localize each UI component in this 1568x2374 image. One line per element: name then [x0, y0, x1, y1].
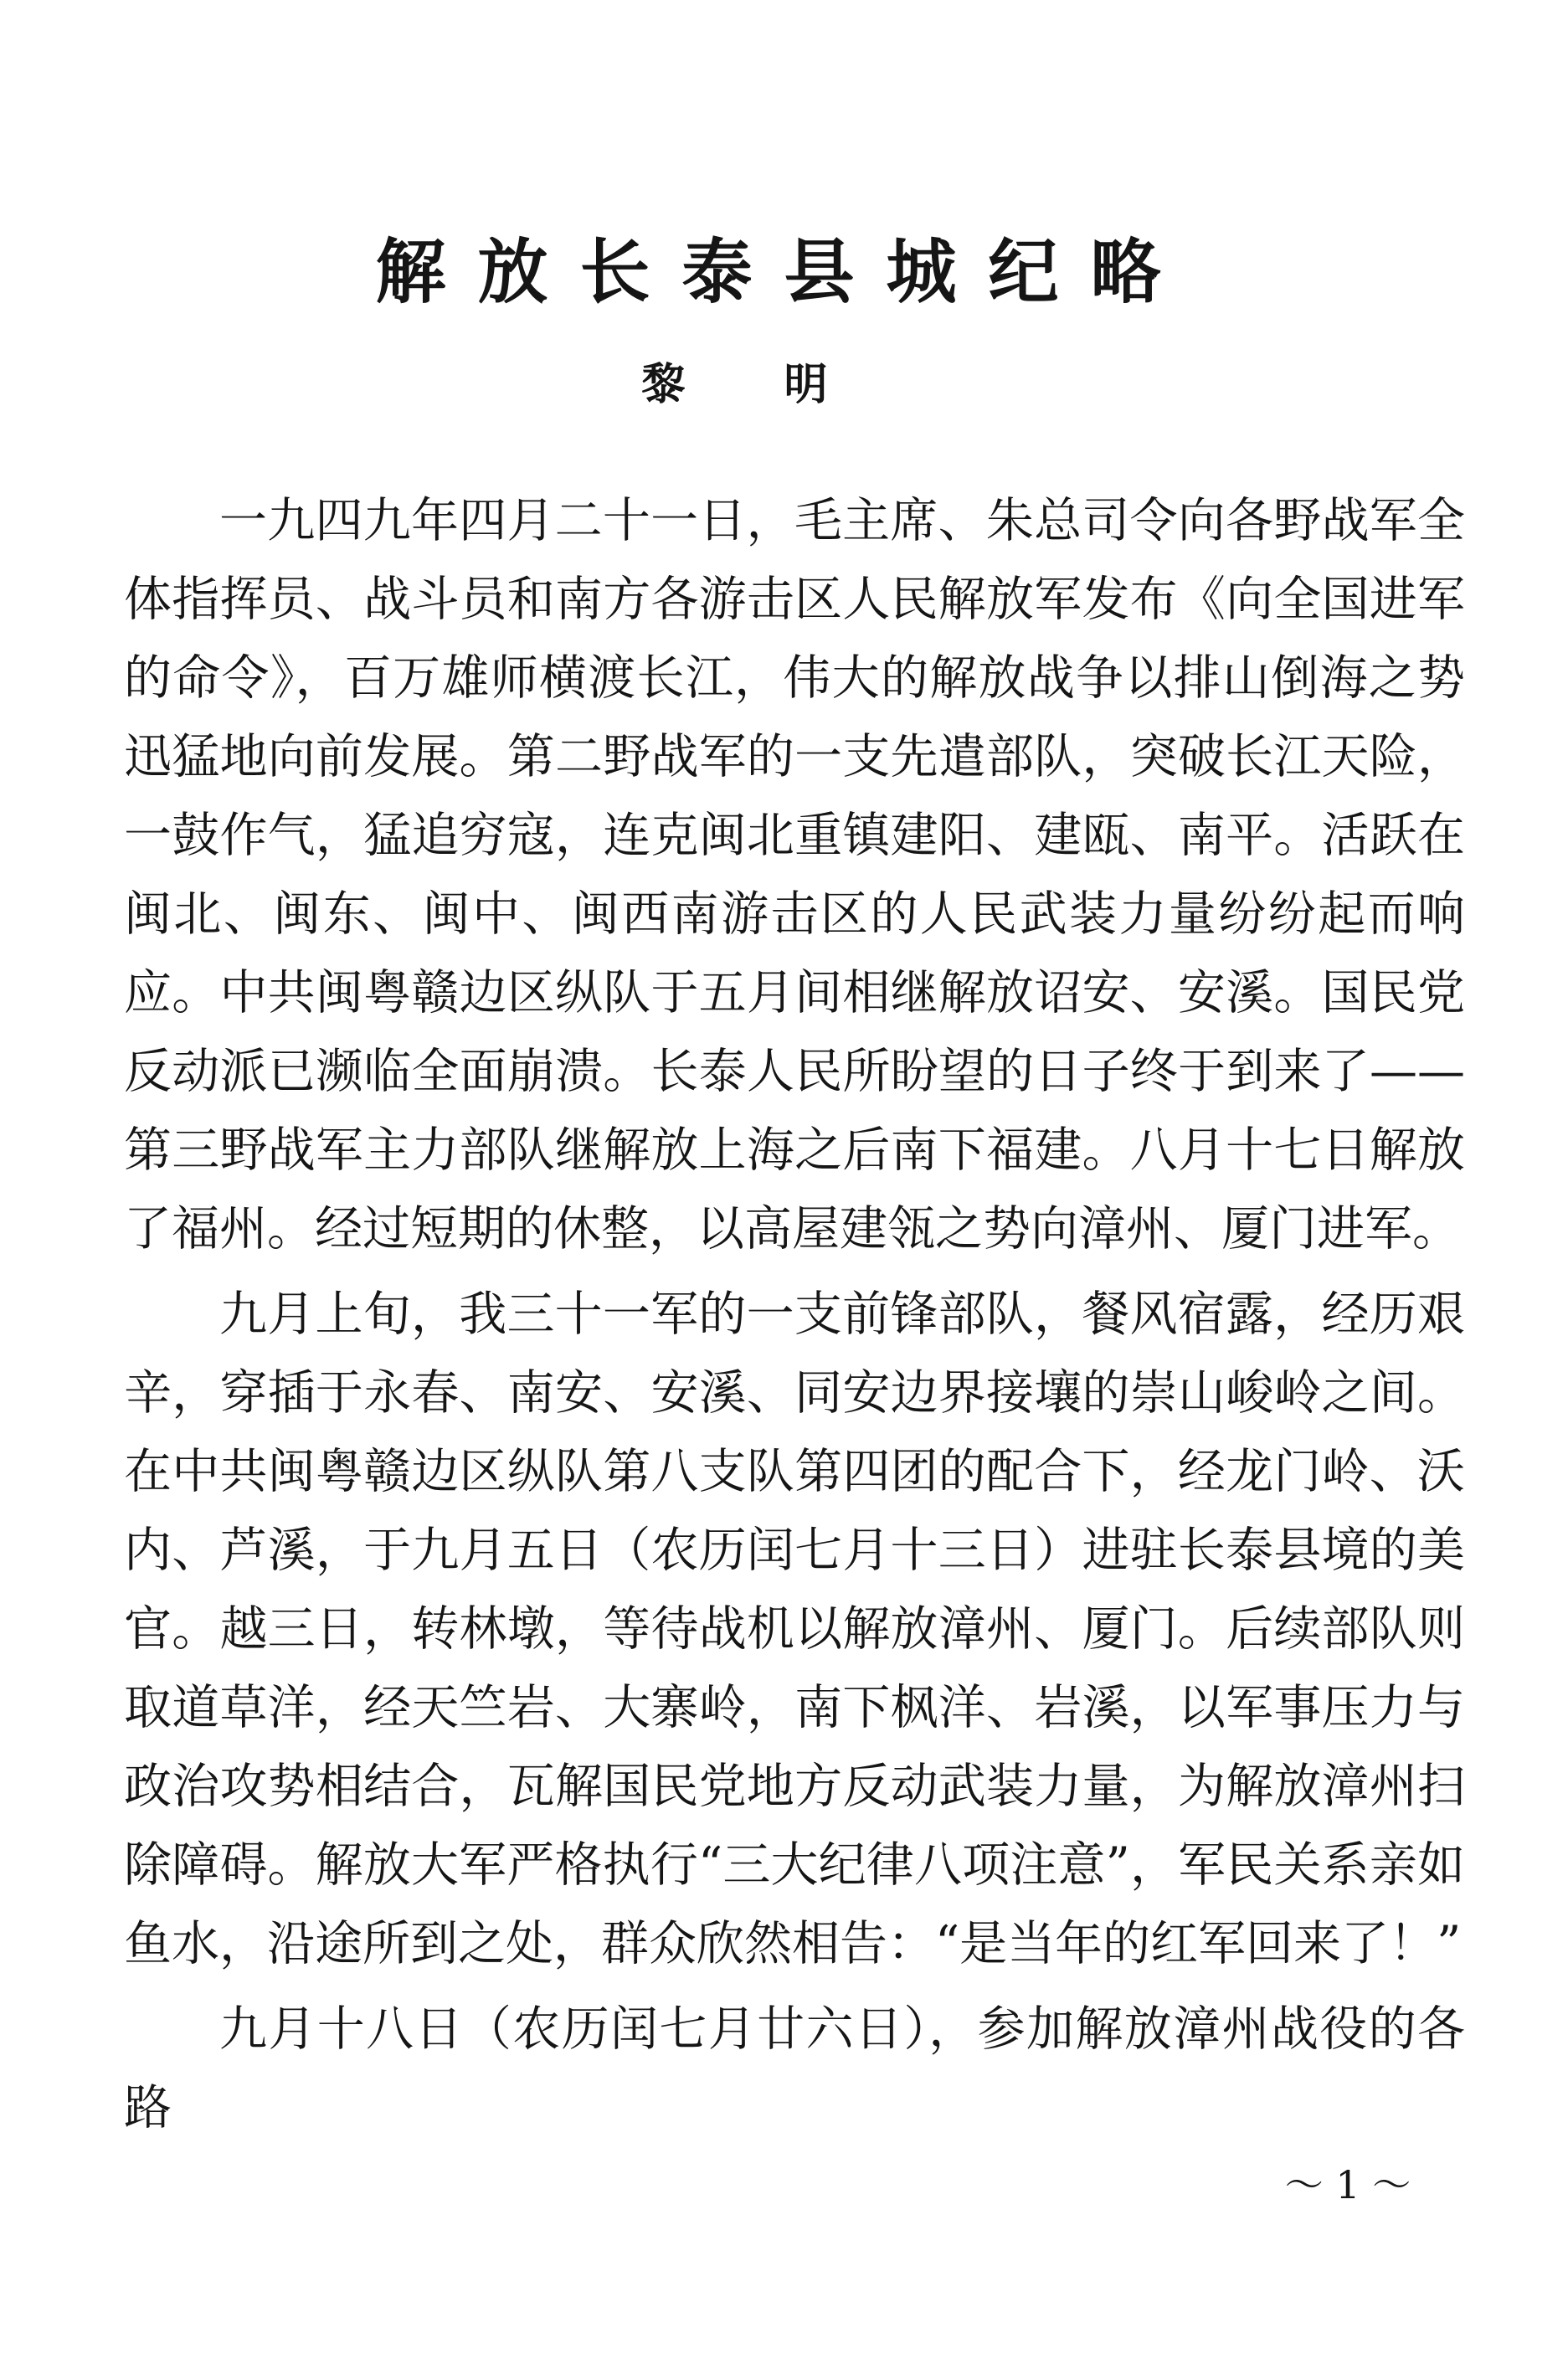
paragraph-2: 九月上旬，我三十一军的一支前锋部队，餐风宿露，经历艰辛，穿插于永春、南安、安溪、同安边界接壤的崇山峻岭之间。在中共闽粤赣边区纵队第八支队第四团的配合下，经龙门岭、沃内、芦溪，于九月五日（农历闰七月十三日）进驻长泰县境的美官。越三日，转林墩，等待战机以解放漳州、厦门。后续部队则取道草洋，经天竺岩、大寨岭，南下枫洋、岩溪，以军事压力与政治攻势相结合，瓦解国民党地方反动武装力量，为解放漳州扫除障碍。解放大军严格执行“三大纪律八项注意”，军民关系亲如鱼水，沿途所到之处，群众欣然相告：“是当年的红军回来了！”	[124, 1287, 1465, 1971]
paragraph-1: 一九四九年四月二十一日，毛主席、朱总司令向各野战军全体指挥员、战斗员和南方各游击区人民解放军发布《向全国进军的命令》，百万雄师横渡长江，伟大的解放战争以排山倒海之势迅猛地向前发展。第二野战军的一支先遣部队，突破长江天险，一鼓作气，猛追穷寇，连克闽北重镇建阳、建瓯、南平。活跃在闽北、闽东、闽中、闽西南游击区的人民武装力量纷纷起而响应。中共闽粤赣边区纵队于五月间相继解放诏安、安溪。国民党反动派已濒临全面崩溃。长泰人民所盼望的日子终于到来了——第三野战军主力部队继解放上海之后南下福建。八月十七日解放了福州。经过短期的休整，以高屋建瓴之势向漳州、厦门进军。	[124, 493, 1465, 1256]
article-body	[124, 481, 1465, 2154]
paragraph-3: 九月十八日（农历闰七月廿六日），参加解放漳州战役的各路	[124, 2001, 1465, 2135]
page-number: ～ 1 ～	[1284, 2162, 1411, 2207]
document-title: 解放长泰县城纪略	[375, 231, 1193, 313]
author-name: 黎明	[641, 360, 927, 410]
